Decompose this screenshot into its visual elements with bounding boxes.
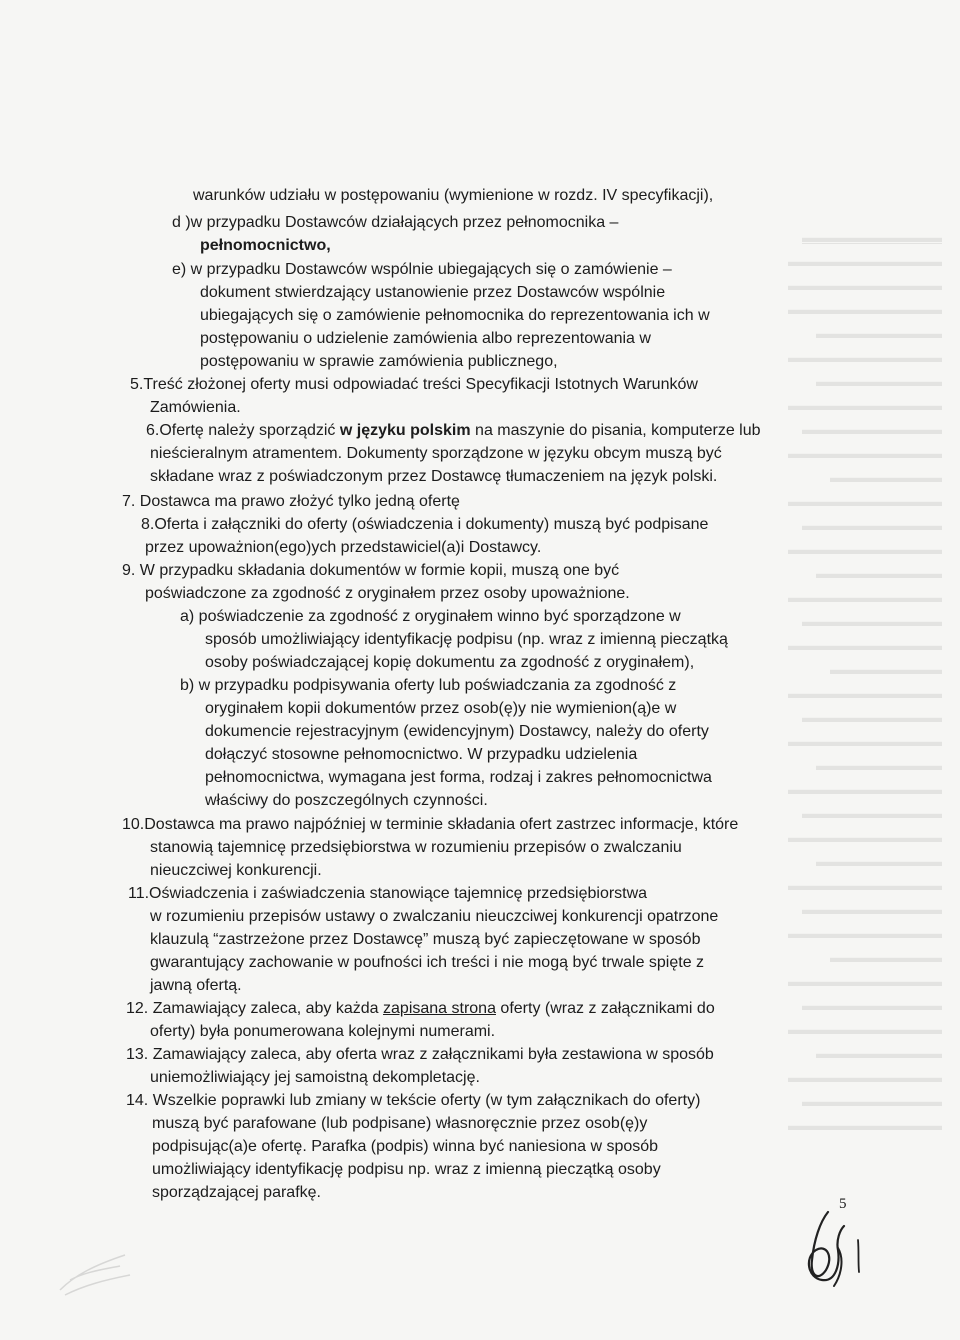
- text-line: poświadczone za zgodność z oryginałem przez osoby upoważnione.: [145, 585, 630, 602]
- paragraph-14: 14. Wszelkie poprawki lub zmiany w tekście oferty (w tym załącznikach do oferty): [126, 1092, 701, 1109]
- text-line: osoby poświadczającej kopię dokumentu za zgodność z oryginałem),: [205, 654, 695, 671]
- text-line: nieścieralnym atramentem. Dokumenty sporządzone w języku obcym muszą być: [150, 445, 722, 462]
- bleed-through-text: ▬▬▬▬▬▬▬▬▬▬ ▬▬▬▬▬▬▬▬▬▬▬ ▬▬▬▬▬▬▬▬▬▬▬ ▬▬▬▬▬▬▬▬▬▬▬ ▬▬▬▬▬▬▬▬▬ ▬▬▬▬▬▬▬▬▬▬▬ ▬▬▬▬▬▬▬▬▬ ▬▬▬▬▬▬▬▬▬▬▬ ▬▬▬▬▬▬▬▬▬▬ ▬▬▬▬▬▬▬▬▬▬▬ ▬▬▬▬▬▬▬▬ ▬▬▬▬▬▬▬▬▬▬▬ ▬▬▬▬▬▬▬▬▬▬ ▬▬▬▬▬▬▬▬▬▬▬ ▬▬▬▬▬▬▬▬▬ ▬▬▬▬▬▬▬▬▬▬▬ ▬▬▬▬▬▬▬▬▬▬ ▬▬▬▬▬▬▬▬▬▬▬ ▬▬▬▬▬▬▬▬ ▬▬▬▬▬▬▬▬▬▬▬ ▬▬▬▬▬▬▬▬▬▬ ▬▬▬▬▬▬▬▬▬▬▬ ▬▬▬▬▬▬▬▬▬ ▬▬▬▬▬▬▬▬▬▬▬ ▬▬▬▬▬▬▬▬▬▬ ▬▬▬▬▬▬▬▬▬▬▬ ▬▬▬▬▬▬▬▬▬ ▬▬▬▬▬▬▬▬▬▬▬ ▬▬▬▬▬▬▬▬▬▬ ▬▬▬▬▬▬▬▬▬▬▬ ▬▬▬▬▬▬▬▬ ▬▬▬▬▬▬▬▬▬▬▬ ▬▬▬▬▬▬▬▬▬▬ ▬▬▬▬▬▬▬▬▬▬▬ ▬▬▬▬▬▬▬▬▬ ▬▬▬▬▬▬▬▬▬▬▬ ▬▬▬▬▬▬▬▬▬▬ ▬▬▬▬▬▬▬▬▬▬▬: [788, 229, 942, 1133]
- text-span: 6.Ofertę należy sporządzić: [146, 422, 340, 439]
- paragraph-8: 8.Oferta i załączniki do oferty (oświadczenia i dokumenty) muszą być podpisane: [141, 516, 709, 533]
- text-line: klauzulą “zastrzeżone przez Dostawcę” muszą być zapieczętowane w sposób: [150, 931, 701, 948]
- page-number: 5: [839, 1196, 847, 1212]
- underlined-text: zapisana strona: [383, 1000, 496, 1017]
- text-line: [150, 838, 840, 858]
- text-line: dokument stwierdzający ustanowienie przez Dostawców wspólnie: [200, 284, 666, 301]
- text-line: jawną ofertą.: [150, 977, 242, 994]
- text-line: oferty) była ponumerowana kolejnymi numerami.: [150, 1023, 496, 1040]
- paragraph-7: 7. Dostawca ma prawo złożyć tylko jedną ofertę: [122, 493, 460, 510]
- text-line: pełnomocnictwo,: [200, 237, 331, 254]
- list-item-d: d )w przypadku Dostawców działających przez pełnomocnika –: [172, 214, 619, 231]
- text-line: nieuczciwej konkurencji.: [150, 862, 322, 879]
- text-line: gwarantujący zachowanie w poufności ich treści i nie mogą być trwale spięte z: [150, 954, 705, 971]
- text-line: dokumencie rejestracyjnym (ewidencyjnym) Dostawcy, należy do oferty: [205, 723, 709, 740]
- text-span: na maszynie do pisania, komputerze lub: [470, 422, 761, 439]
- text-line: ubiegających się o zamówienie pełnomocnika do reprezentowania ich w: [200, 307, 710, 324]
- paragraph-9: 9. W przypadku składania dokumentów w formie kopii, muszą one być: [122, 562, 620, 579]
- text-line: sposób umożliwiający identyfikację podpisu (np. wraz z imienną pieczątką: [205, 631, 728, 648]
- paragraph-13: 13. Zamawiający zaleca, aby oferta wraz z załącznikami była zestawiona w sposób: [126, 1046, 714, 1063]
- text-span: oferty (wraz z załącznikami do: [495, 1000, 715, 1017]
- bold-text: w języku polskim: [339, 422, 471, 439]
- text-span: stanowią tajemnicę przedsiębiorstwa w rozumieniu przepisów o zwalczaniu: [150, 839, 682, 856]
- text-span: 12. Zamawiający zaleca, aby każda: [126, 1000, 384, 1017]
- text-line: postępowaniu w sprawie zamówienia publicznego,: [200, 353, 558, 370]
- text-line: Zamówienia.: [150, 399, 241, 416]
- text-line: właściwy do poszczególnych czynności.: [205, 792, 488, 809]
- paragraph-10: 10.Dostawca ma prawo najpóźniej w terminie składania ofert zastrzec informacje, które: [122, 816, 739, 833]
- text-line: składane wraz z poświadczonym przez Dostawcę tłumaczeniem na język polski.: [150, 468, 718, 485]
- list-item-e: e) w przypadku Dostawców wspólnie ubiegających się o zamówienie –: [172, 261, 672, 278]
- text-line: uniemożliwiający jej samoistną dekompletację.: [150, 1069, 480, 1086]
- text-line: przez upoważnion(ego)ych przedstawiciel(a)i Dostawcy.: [145, 539, 542, 556]
- text-line: podpisując(a)e ofertę. Parafka (podpis) winna być naniesiona w sposób: [152, 1138, 659, 1155]
- pencil-mark-icon: [40, 1240, 140, 1300]
- text-line: sporządzającej parafkę.: [152, 1184, 321, 1201]
- list-item-a: a) poświadczenie za zgodność z oryginałem winno być sporządzone w: [180, 608, 681, 625]
- text-line: w rozumieniu przepisów ustawy o zwalczaniu nieuczciwej konkurencji opatrzone: [150, 908, 719, 925]
- paragraph-11: 11.Oświadczenia i zaświadczenia stanowiące tajemnicę przedsiębiorstwa: [128, 885, 648, 902]
- text-line: pełnomocnictwa, wymagana jest forma, rodzaj i zakres pełnomocnictwa: [205, 769, 712, 786]
- text-line: postępowaniu o udzielenie zamówienia albo reprezentowania w: [200, 330, 651, 347]
- text-span: 5.Treść złożonej oferty musi odpowiadać treści Specyfikacji Istotnych Warunków: [130, 376, 698, 393]
- list-item-b: b) w przypadku podpisywania oferty lub poświadczania za zgodność z: [180, 677, 677, 694]
- text-line: dołączyć stosowne pełnomocnictwo. W przypadku udzielenia: [205, 746, 638, 763]
- paragraph-5: [130, 375, 839, 395]
- text-line: warunków udziału w postępowaniu (wymienione w rozdz. IV specyfikacji),: [193, 187, 714, 204]
- paragraph-12: [126, 999, 715, 1019]
- paragraph-6: [146, 421, 761, 441]
- text-line: umożliwiający identyfikację podpisu np. wraz z imienną pieczątką osoby: [152, 1161, 661, 1178]
- signature-icon: [780, 1200, 870, 1295]
- text-line: muszą być parafowane (lub podpisane) własnoręcznie przez osob(ę)y: [152, 1115, 648, 1132]
- text-line: oryginałem kopii dokumentów przez osob(ę)y nie wymienion(ą)e w: [205, 700, 677, 717]
